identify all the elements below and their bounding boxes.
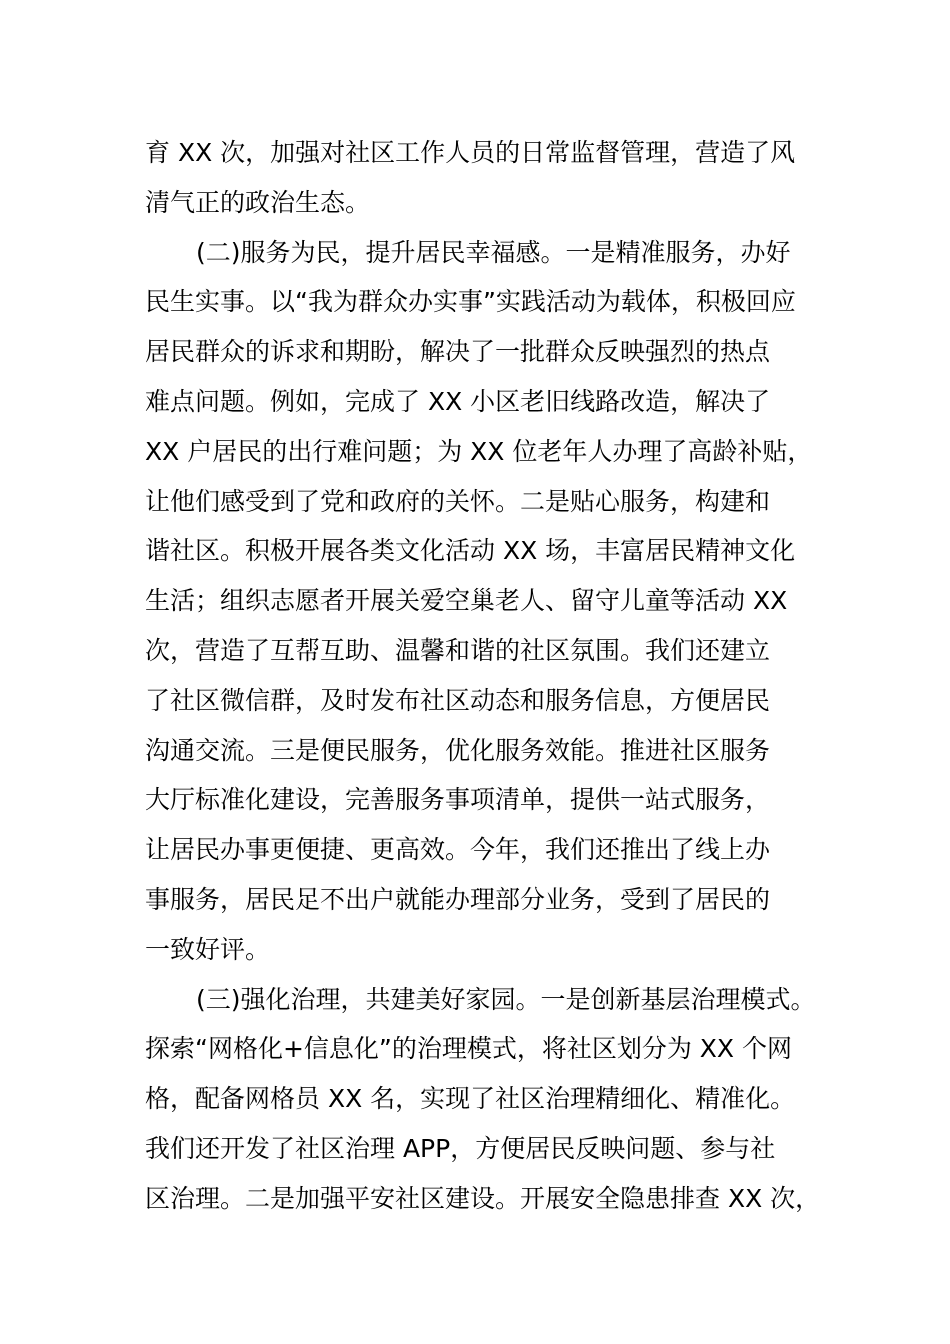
text-line: 探索“网格化+信息化”的治理模式，将社区划分为 XX 个网 <box>145 1034 792 1064</box>
text-line: 事服务，居民足不出户就能办理部分业务，受到了居民的 <box>145 884 771 914</box>
text-line: 让他们感受到了党和政府的关怀。二是贴心服务，构建和 <box>145 486 771 516</box>
text-line: 育 XX 次，加强对社区工作人员的日常监督管理，营造了风 <box>145 138 796 167</box>
text-line: 我们还开发了社区治理 APP，方便居民反映问题、参与社 <box>145 1133 776 1163</box>
text-line: 清气正的政治生态。 <box>145 187 371 217</box>
text-line: 民生实事。以“我为群众办实事”实践活动为载体，积极回应 <box>145 287 796 317</box>
text-line: 次，营造了互帮互助、温馨和谐的社区氛围。我们还建立 <box>145 635 771 665</box>
text-line: 了社区微信群，及时发布社区动态和服务信息，方便居民 <box>145 685 771 715</box>
text-line: 让居民办事更便捷、更高效。今年，我们还推出了线上办 <box>145 835 771 865</box>
text-line: 难点问题。例如，完成了 XX 小区老旧线路改造，解决了 <box>145 386 771 416</box>
text-line: 格，配备网格员 XX 名，实现了社区治理精细化、精准化。 <box>145 1084 796 1114</box>
section-heading-line: (二)服务为民，提升居民幸福感。一是精准服务，办好 <box>196 237 791 267</box>
text-line: 生活；组织志愿者开展关爱空巢老人、留守儿童等活动 XX <box>145 586 788 616</box>
body-text <box>145 128 845 1224</box>
text-line: XX 户居民的出行难问题；为 XX 位老年人办理了高龄补贴， <box>145 436 813 466</box>
text-line: 一致好评。 <box>145 934 271 964</box>
text-line: 居民群众的诉求和期盼，解决了一批群众反映强烈的热点 <box>145 337 771 367</box>
section-heading-line: (三)强化治理，共建美好家园。一是创新基层治理模式。 <box>196 984 816 1014</box>
text-line: 区治理。二是加强平安社区建设。开展安全隐患排查 XX 次， <box>145 1183 821 1213</box>
text-line: 沟通交流。三是便民服务，优化服务效能。推进社区服务 <box>145 735 771 765</box>
text-line: 谐社区。积极开展各类文化活动 XX 场，丰富居民精神文化 <box>145 536 796 566</box>
text-line: 大厅标准化建设，完善服务事项清单，提供一站式服务， <box>145 785 771 815</box>
